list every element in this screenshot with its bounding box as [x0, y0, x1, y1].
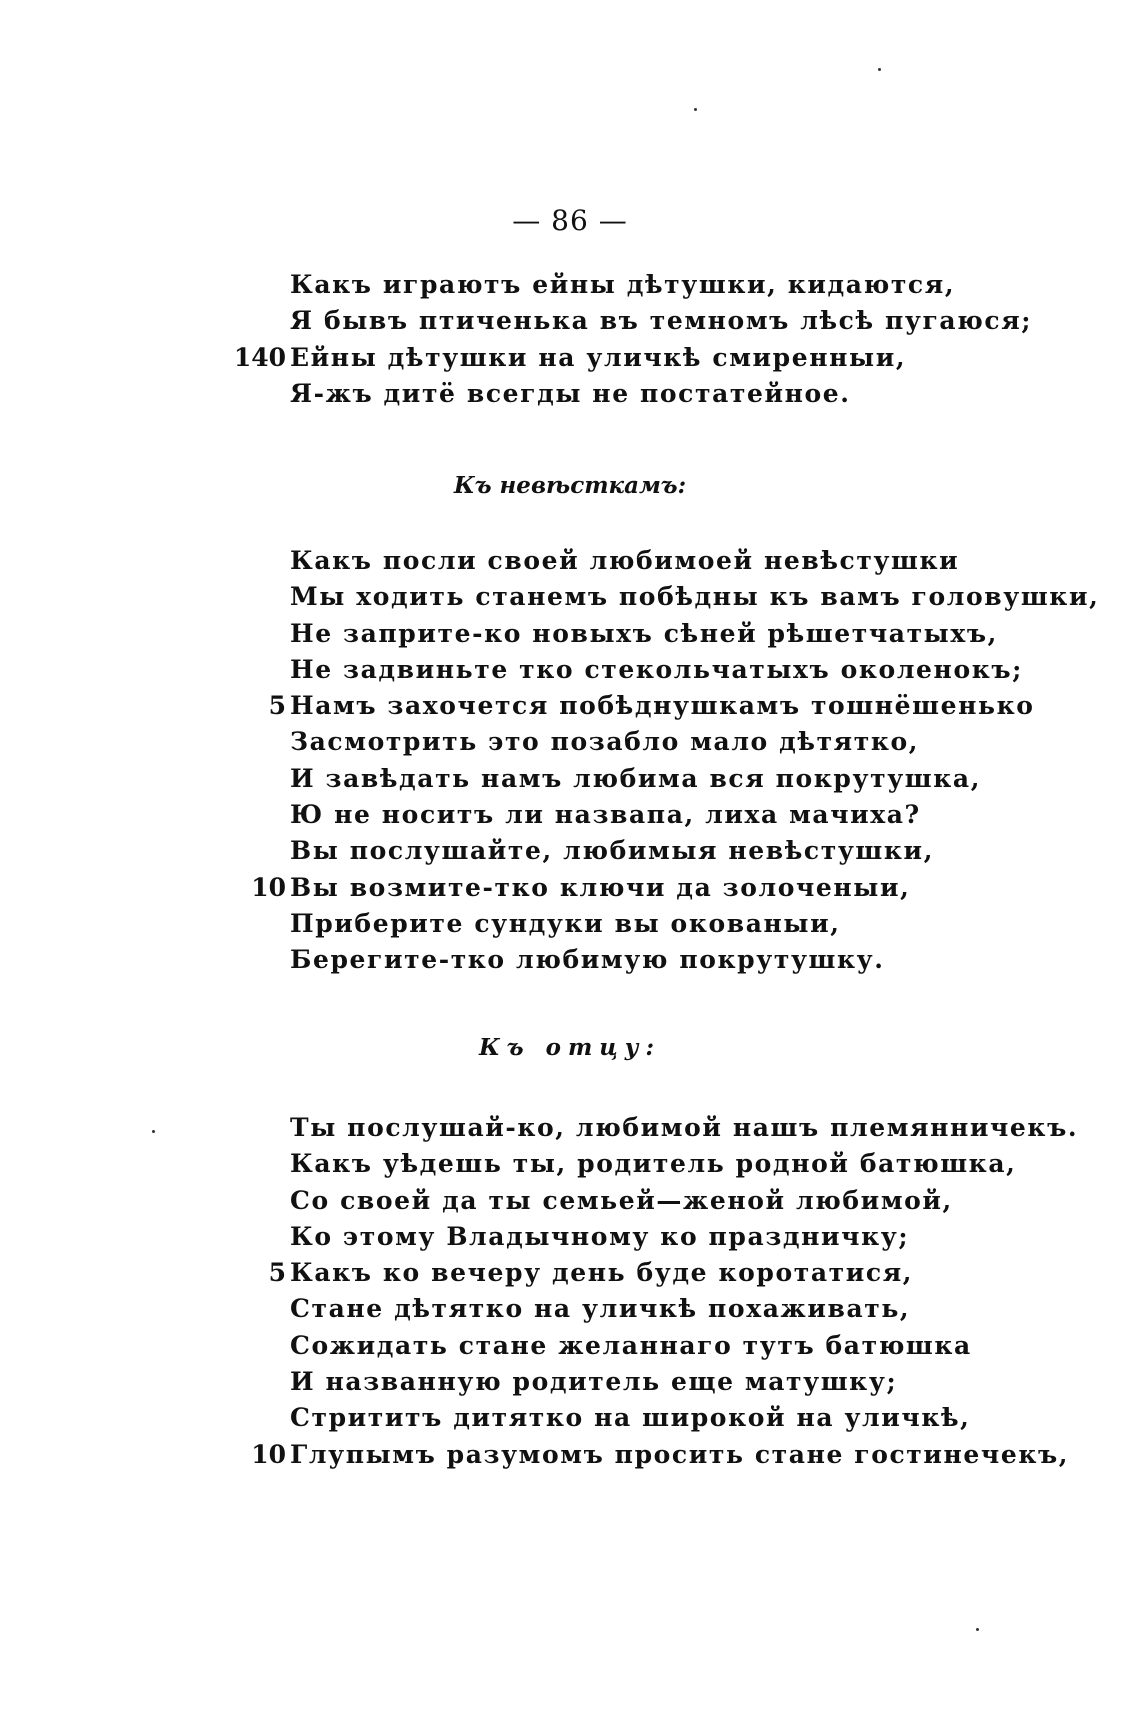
verse-text: Сожидать стане желаннаго тутъ батюшка [290, 1330, 972, 1360]
verse-text: Приберите сундуки вы окованыи, [290, 908, 841, 938]
verse-text: Я бывъ птиченька въ темномъ лѣсѣ пугаюся; [290, 306, 1033, 336]
verse-line [0, 1110, 1140, 1146]
verse-line [0, 906, 1140, 942]
verse-text: Какъ играютъ ейны дѣтушки, кидаются, [290, 270, 956, 299]
verse-line [0, 724, 1140, 760]
verse-text: Не заприте-ко новыхъ сѣней рѣшетчатыхъ, [290, 618, 998, 648]
verse-line [0, 303, 1140, 339]
verse-line [0, 1437, 1140, 1473]
heading-to-father: Къ отцу: [478, 1034, 662, 1061]
verse-line [0, 833, 1140, 869]
stanza-to-father [0, 1110, 1140, 1473]
verse-text: Ко этому Владычному ко праздничку; [290, 1221, 910, 1251]
line-number: 140 [233, 342, 286, 372]
verse-line [0, 688, 1140, 724]
verse-line [0, 1219, 1140, 1255]
line-number: 10 [251, 1439, 286, 1469]
verse-line [0, 1255, 1140, 1291]
verse-line [0, 543, 1140, 579]
verse-line [0, 797, 1140, 833]
verse-line [0, 761, 1140, 797]
verse-text: Берегите-тко любимую покрутушку. [290, 945, 885, 975]
verse-line [0, 340, 1140, 376]
verse-text: И названную родитель еще матушку; [290, 1367, 898, 1397]
speck-mark [694, 108, 697, 111]
verse-line [0, 1328, 1140, 1364]
verse-line [0, 1400, 1140, 1436]
speck-mark [976, 1628, 979, 1631]
verse-text: Не задвиньте тко стекольчатыхъ околенокъ; [290, 654, 1023, 684]
verse-text: Стане дѣтятко на уличкѣ похаживать, [290, 1294, 911, 1324]
verse-line [0, 376, 1140, 412]
stanza-top [0, 267, 1140, 412]
verse-line [0, 1183, 1140, 1219]
verse-text: Вы послушайте, любимыя невѣстушки, [290, 836, 934, 866]
verse-text: Какъ ко вечеру день буде коротатися, [290, 1258, 914, 1288]
verse-line [0, 1364, 1140, 1400]
verse-text: Засмотрить это позабло мало дѣтятко, [290, 727, 920, 757]
verse-text: Какъ уѣдешь ты, родитель родной батюшка, [290, 1149, 1017, 1179]
verse-text: И завѣдать намъ любима вся покрутушка, [290, 763, 982, 793]
line-number: 5 [268, 1258, 286, 1288]
verse-text: Какъ посли своей любимоей невѣстушки [290, 546, 960, 575]
verse-line [0, 652, 1140, 688]
verse-line [0, 267, 1140, 303]
verse-line [0, 1146, 1140, 1182]
verse-text: Вы возмите-тко ключи да золоченыи, [290, 872, 911, 902]
verse-text: Ю не носитъ ли назвапа, лиха мачиха? [290, 800, 921, 830]
verse-text: Я-жъ дитё всегды не постатейное. [290, 378, 851, 408]
stanza-to-sisters-in-law [0, 543, 1140, 979]
heading-to-sisters-in-law: Къ невѣсткамъ: [453, 472, 687, 499]
verse-text: Со своей да ты семьей—женой любимой, [290, 1185, 953, 1215]
line-number: 10 [251, 872, 286, 902]
verse-line [0, 942, 1140, 978]
verse-text: Ты послушай-ко, любимой нашъ племянничекъ. [290, 1113, 1079, 1142]
line-number: 5 [268, 691, 286, 721]
verse-line [0, 616, 1140, 652]
page-number: — 86 — [512, 204, 628, 237]
verse-text: Мы ходить станемъ побѣдны къ вамъ головушки, [290, 582, 1100, 612]
verse-text: Ейны дѣтушки на уличкѣ смиренныи, [290, 342, 907, 372]
verse-line [0, 1291, 1140, 1327]
speck-mark [878, 68, 881, 71]
verse-line [0, 870, 1140, 906]
verse-text: Намъ захочется побѣднушкамъ тошнёшенько [290, 691, 1035, 721]
verse-text: Стрититъ дитятко на широкой на уличкѣ, [290, 1403, 971, 1433]
verse-text: Глупымъ разумомъ просить стане гостинечекъ, [290, 1439, 1070, 1469]
verse-line [0, 579, 1140, 615]
